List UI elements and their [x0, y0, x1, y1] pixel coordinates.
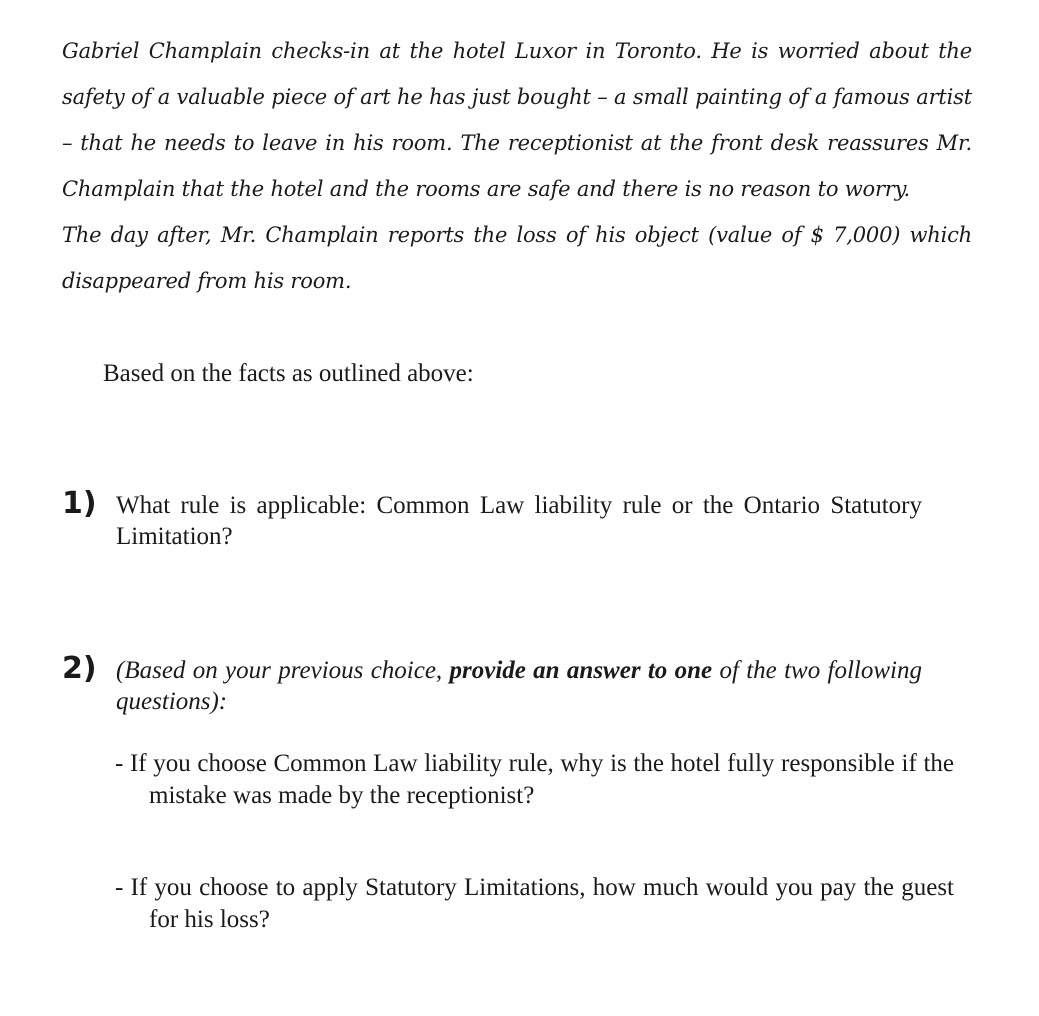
scenario-paragraph-2: The day after, Mr. Champlain reports the loss of his object (value of $ 7,000) which disappeared from his room.: [62, 223, 972, 293]
question-1: [62, 486, 922, 552]
question-2-text-bold: provide an answer to one: [449, 657, 713, 684]
option-common-law: - If you choose Common Law liability rule, why is the hotel fully responsible if the mistake was made by the receptionist?: [115, 750, 954, 809]
question-2-text-after: of the two following questions):: [116, 657, 922, 715]
case-scenario: [62, 28, 972, 304]
option-statutory-limitations: - If you choose to apply Statutory Limitations, how much would you pay the guest for his loss?: [115, 874, 954, 933]
question-1-text: What rule is applicable: Common Law liability rule or the Ontario Statutory Limitation?: [116, 492, 922, 550]
question-2-text: [116, 655, 922, 717]
scenario-paragraph-1: Gabriel Champlain checks-in at the hotel Luxor in Toronto. He is worried about the safety of a valuable piece of art he has just bought – a small painting of a famous artist – that he needs to leave in his room. The receptionist at the front desk reassures Mr. Champlain that the hotel and the rooms are safe and there is no reason to worry.: [62, 39, 972, 201]
question-2-number: 2): [62, 651, 97, 686]
lead-in-text: Based on the facts as outlined above:: [103, 360, 474, 387]
question-1-number: 1): [62, 486, 97, 521]
question-2-text-before: (Based on your previous choice,: [116, 657, 450, 684]
question-2: [62, 651, 922, 717]
